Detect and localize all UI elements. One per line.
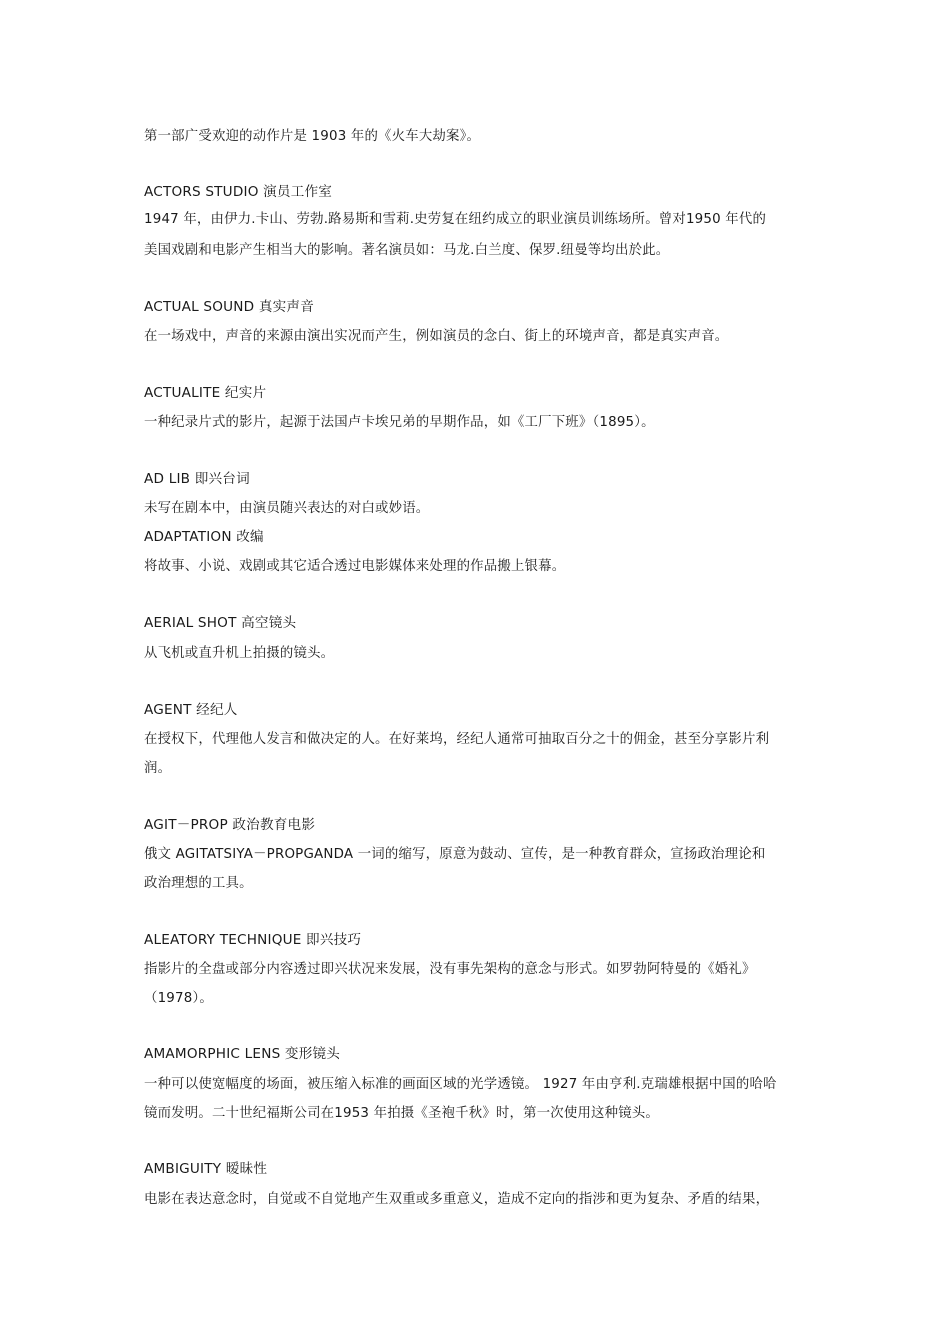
entry-definition-line: 镜而发明。二十世纪福斯公司在1953 年拍摄《圣袍千秋》时，第一次使用这种镜头。 (144, 1106, 660, 1121)
entry-definition-line: 在一场戏中，声音的来源由演出实况而产生，例如演员的念白、街上的环境声音，都是真实声音。 (144, 329, 729, 344)
entry-term: AMBIGUITY 暧昧性 (144, 1161, 268, 1177)
entry-term: AGENT 经纪人 (144, 702, 238, 718)
entry-term: AERIAL SHOT 高空镜头 (144, 615, 297, 631)
entry-term: AD LIB 即兴台词 (144, 471, 250, 487)
entry-definition-line: 指影片的全盘或部分内容透过即兴状况来发展，没有事先架构的意念与形式。如罗勃阿特曼的《婚礼》 (144, 962, 756, 977)
entry-term: ACTUALITE 纪实片 (144, 385, 267, 401)
entry-definition-line: 一种纪录片式的影片，起源于法国卢卡埃兄弟的早期作品，如《工厂下班》（1895）。 (144, 415, 655, 430)
entry-definition-line: 电影在表达意念时，自觉或不自觉地产生双重或多重意义，造成不定向的指涉和更为复杂、矛盾的结果， (144, 1192, 770, 1207)
entry-term: ACTUAL SOUND 真实声音 (144, 299, 315, 315)
entry-definition-line: 从飞机或直升机上拍摄的镜头。 (144, 646, 335, 661)
entry-definition-line: （1978）。 (144, 991, 213, 1006)
entry-definition-line: 俄文 AGITATSIYA－PROPGANDA 一词的缩写，原意为鼓动、宣传，是一种教育群众，宣扬政治理论和 (144, 847, 766, 862)
entry-definition-line: 在授权下，代理他人发言和做决定的人。在好莱坞，经纪人通常可抽取百分之十的佣金，甚至分享影片利 (144, 732, 770, 747)
entry-definition-line: 一种可以使宽幅度的场面，被压缩入标准的画面区域的光学透镜。 1927 年由亨利.克瑞雄根据中国的哈哈 (144, 1077, 777, 1092)
intro-line: 第一部广受欢迎的动作片是 1903 年的《火车大劫案》。 (144, 129, 481, 144)
entry-definition-line: 美国戏剧和电影产生相当大的影响。著名演员如：马龙.白兰度、保罗.纽曼等均出於此。 (144, 243, 670, 258)
entry-term: AGIT－PROP 政治教育电影 (144, 817, 316, 833)
entry-definition-line: 政治理想的工具。 (144, 876, 253, 891)
entry-definition-line: 将故事、小说、戏剧或其它适合透过电影媒体来处理的作品搬上银幕。 (144, 559, 566, 574)
entry-term: ADAPTATION 改编 (144, 529, 264, 545)
entry-definition-line: 润。 (144, 761, 172, 776)
entry-definition-line: 未写在剧本中，由演员随兴表达的对白或妙语。 (144, 501, 430, 516)
entry-term: ACTORS STUDIO 演员工作室 (144, 184, 333, 200)
entry-term: AMAMORPHIC LENS 变形镜头 (144, 1046, 341, 1062)
entry-term: ALEATORY TECHNIQUE 即兴技巧 (144, 932, 362, 948)
entry-definition-line: 1947 年，由伊力.卡山、劳勃.路易斯和雪莉.史劳复在纽约成立的职业演员训练场所。曾对1950 年代的 (144, 212, 767, 227)
